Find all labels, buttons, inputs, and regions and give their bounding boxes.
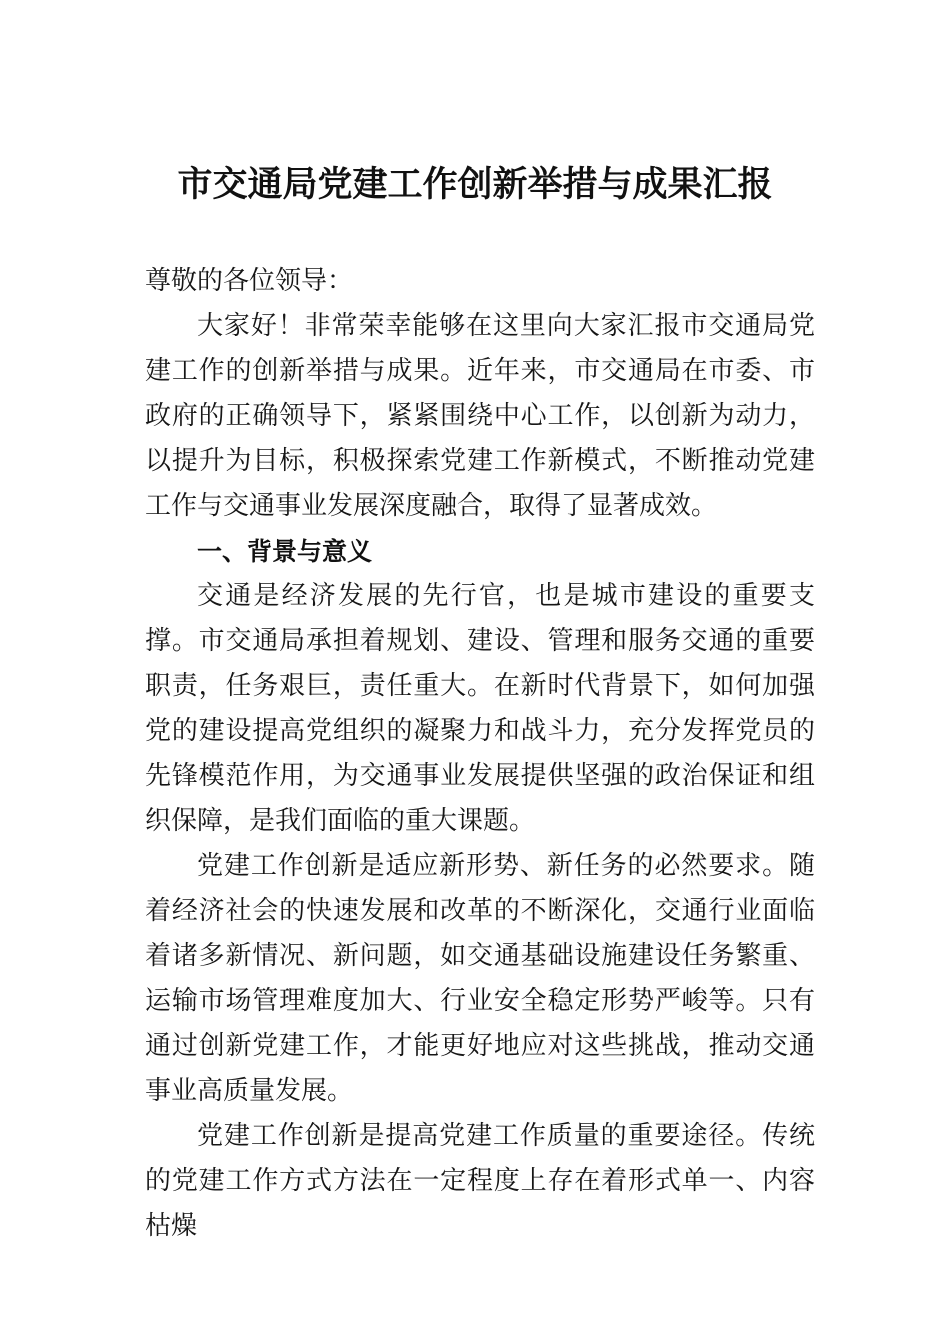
section-heading: 一、背景与意义 — [197, 537, 373, 566]
document-body — [145, 259, 815, 1249]
intro-paragraph: 大家好！非常荣幸能够在这里向大家汇报市交通局党建工作的创新举措与成果。近年来，市交通局在市委、市政府的正确领导下，紧紧围绕中心工作，以创新为动力，以提升为目标，积极探索党建工作新模式，不断推动党建工作与交通事业发展深度融合，取得了显著成效。 — [145, 311, 815, 521]
body-paragraph: 交通是经济发展的先行官，也是城市建设的重要支撑。市交通局承担着规划、建设、管理和服务交通的重要职责，任务艰巨，责任重大。在新时代背景下，如何加强党的建设提高党组织的凝聚力和战斗力，充分发挥党员的先锋模范作用，为交通事业发展提供坚强的政治保证和组织保障，是我们面临的重大课题。 — [145, 581, 815, 836]
document-title: 市交通局党建工作创新举措与成果汇报 — [177, 164, 773, 205]
body-paragraph: 党建工作创新是适应新形势、新任务的必然要求。随着经济社会的快速发展和改革的不断深化，交通行业面临着诸多新情况、新问题，如交通基础设施建设任务繁重、运输市场管理难度加大、行业安全稳定形势严峻等。只有通过创新党建工作，才能更好地应对这些挑战，推动交通事业高质量发展。 — [145, 851, 815, 1106]
salutation: 尊敬的各位领导： — [145, 266, 354, 296]
body-paragraph: 党建工作创新是提高党建工作质量的重要途径。传统的党建工作方式方法在一定程度上存在着形式单一、内容枯燥 — [145, 1121, 815, 1241]
